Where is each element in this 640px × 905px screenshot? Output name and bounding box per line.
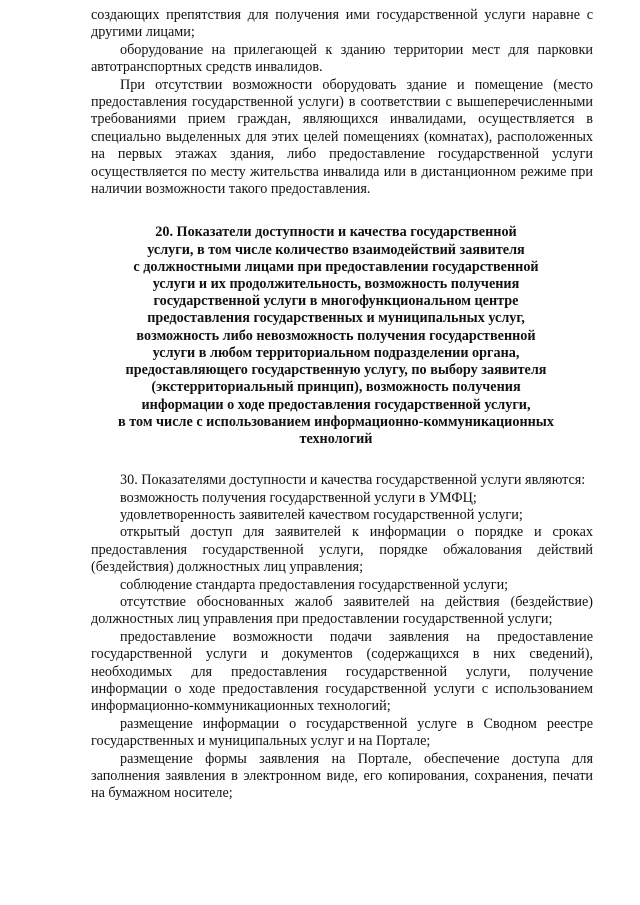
- heading-line: услуги, в том числе количество взаимодействий заявителя: [147, 241, 525, 258]
- list-item: отсутствие обоснованных жалоб заявителей на действия (бездействие) должностных лиц управления при предоставлении государственной услуги;: [91, 593, 593, 628]
- heading-line: предоставления государственных и муниципальных услуг,: [147, 310, 525, 327]
- section-heading-20: [91, 224, 593, 448]
- list-item: размещение информации о государственной услуге в Сводном реестре государственных и муниципальных услуг и на Портале;: [91, 715, 593, 750]
- document-page: [91, 7, 593, 803]
- heading-line: с должностными лицами при предоставлении государственной: [133, 258, 539, 275]
- paragraph-continuation: создающих препятствия для получения ими государственной услуги наравне с другими лицами;: [91, 7, 593, 41]
- list-item: предоставление возможности подачи заявления на предоставление государственной услуги и документов (содержащихся в них сведений), необходимых для предоставления государственной услуги, получение информации о ходе предоставления государственной услуги с использованием информационно-коммуникационных технологий;: [91, 628, 593, 715]
- list-item: удовлетворенность заявителей качеством государственной услуги;: [120, 506, 523, 523]
- heading-line: услуги и их продолжительность, возможность получения: [152, 276, 520, 293]
- paragraph-item-30: 30. Показателями доступности и качества государственной услуги являются:: [120, 472, 586, 489]
- list-item: соблюдение стандарта предоставления государственной услуги;: [120, 576, 509, 593]
- heading-line: (экстерриториальный принцип), возможность получения: [151, 379, 521, 396]
- list-item: открытый доступ для заявителей к информации о порядке и сроках предоставления государственной услуги, порядке обжалования действий (бездействия) должностных лиц управления;: [91, 524, 593, 576]
- heading-line: технологий: [299, 430, 373, 447]
- heading-line: предоставляющего государственную услугу, по выбору заявителя: [125, 362, 547, 379]
- heading-line: информации о ходе предоставления государственной услуги,: [141, 396, 531, 413]
- paragraph-no-possibility: При отсутствии возможности оборудовать здание и помещение (место предоставления государственной услуги) в соответствии с вышеперечисленными требованиями прием граждан, являющихся инвалидами, осуществляется в специально выделенных для этих целей помещениях (комнатах), расположенных на первых этажах здания, либо предоставление государственной услуги осуществляется по месту жительства инвалида или в дистанционном режиме при наличии возможности такого предоставления.: [91, 76, 593, 198]
- paragraph-parking: оборудование на прилегающей к зданию территории мест для парковки автотранспортных средств инвалидов.: [91, 41, 593, 76]
- heading-line: государственной услуги в многофункциональном центре: [153, 293, 519, 310]
- heading-line: возможность либо невозможность получения государственной: [136, 327, 536, 344]
- list-item: возможность получения государственной услуги в УМФЦ;: [120, 489, 477, 506]
- list-item: размещение формы заявления на Портале, обеспечение доступа для заполнения заявления в электронном виде, его копирования, сохранения, печати на бумажном носителе;: [91, 750, 593, 802]
- heading-line: 20. Показатели доступности и качества государственной: [155, 224, 517, 241]
- heading-line: в том числе с использованием информационно-коммуникационных: [118, 413, 554, 430]
- heading-line: услуги в любом территориальном подразделении органа,: [152, 344, 520, 361]
